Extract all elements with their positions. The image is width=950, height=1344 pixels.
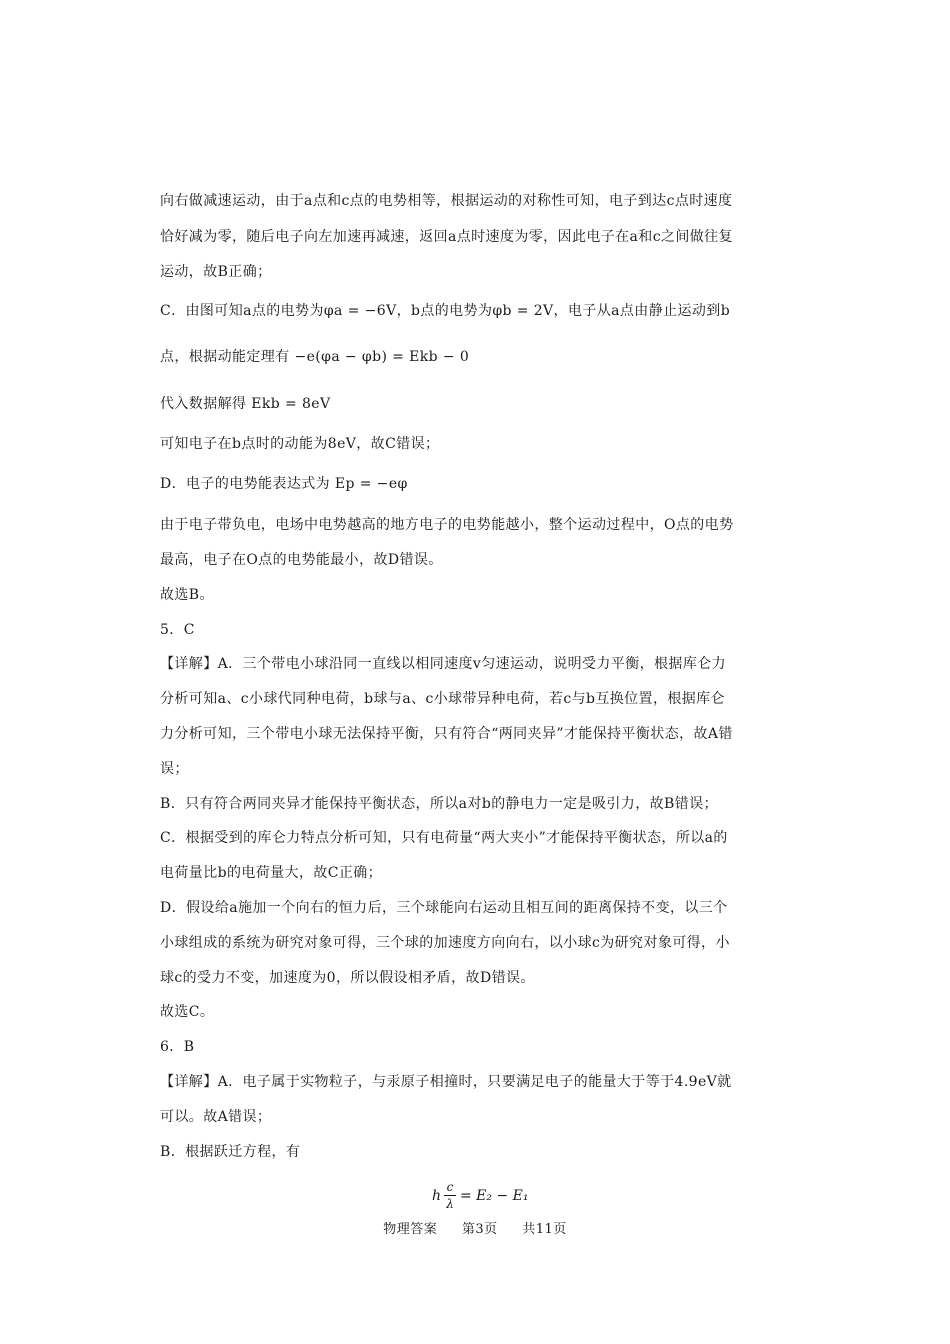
transition-formula: [432, 1180, 552, 1216]
text-line: 代入数据解得 Ekb = 8eV: [160, 396, 331, 412]
footer-subject: 物理答案: [383, 1222, 438, 1237]
text-line: 运动，故B正确；: [160, 264, 272, 280]
formula-h: h: [432, 1188, 442, 1204]
text-line: 恰好减为零，随后电子向左加速再减速，返回a点时速度为零，因此电子在a和c之间做往复: [160, 229, 733, 245]
text-line: 故选C。: [160, 1004, 215, 1020]
text-line: 误；: [160, 761, 189, 777]
text-line: 分析可知a、c小球代同种电荷，b球与a、c小球带异种电荷，若c与b互换位置，根据库仑: [160, 691, 725, 707]
text-line: 5．C: [160, 622, 195, 638]
text-line: 可知电子在b点时的动能为8eV，故C错误；: [160, 436, 440, 452]
footer-page-number: 第3页: [461, 1222, 498, 1237]
text-line: 球c的受力不变，加速度为0，所以假设相矛盾，故D错误。: [160, 970, 535, 986]
text-line: 力分析可知，三个带电小球无法保持平衡，只有符合“两同夹异”才能保持平衡状态，故A错: [160, 726, 733, 742]
text-line: 【详解】A．三个带电小球沿同一直线以相同速度v匀速运动，说明受力平衡，根据库仑力: [160, 656, 727, 672]
text-line: 可以。故A错误；: [160, 1109, 272, 1125]
text-line: D．假设给a施加一个向右的恒力后，三个球能向右运动且相互间的距离保持不变，以三个: [160, 900, 728, 916]
text-line: 小球组成的系统为研究对象可得，三个球的加速度方向向右，以小球c为研究对象可得，小: [160, 935, 730, 951]
text-line: 【详解】A．电子属于实物粒子，与汞原子相撞时，只要满足电子的能量大于等于4.9eV就: [160, 1074, 732, 1090]
text-line: B．根据跃迁方程，有: [160, 1144, 301, 1160]
text-line: 电荷量比b的电荷量大，故C正确；: [160, 865, 383, 881]
text-line: 最高，电子在O点的电势能最小，故D错误。: [160, 552, 443, 568]
text-line: 6．B: [160, 1039, 195, 1055]
formula-numerator: c: [446, 1180, 454, 1194]
footer-page-total: 共11页: [522, 1222, 567, 1237]
text-line: C．由图可知a点的电势为φa = −6V，b点的电势为φb = 2V，电子从a点由静止运动到b: [160, 303, 731, 319]
text-line: C．根据受到的库仑力特点分析可知，只有电荷量“两大夹小”才能保持平衡状态，所以a的: [160, 830, 728, 846]
text-line: 由于电子带负电，电场中电势越高的地方电子的电势能越小，整个运动过程中，O点的电势: [160, 517, 734, 533]
formula-fraction: [444, 1180, 456, 1211]
text-line: 故选B。: [160, 587, 214, 603]
fraction-bar: [444, 1195, 456, 1196]
page-footer: [0, 1221, 950, 1239]
text-line: D．电子的电势能表达式为 Ep = −eφ: [160, 476, 408, 492]
formula-denominator: λ: [446, 1197, 454, 1211]
text-line: 向右做减速运动，由于a点和c点的电势相等，根据运动的对称性可知，电子到达c点时速度: [160, 193, 733, 209]
text-line: B．只有符合两同夹异才能保持平衡状态，所以a对b的静电力一定是吸引力，故B错误；: [160, 796, 718, 812]
text-line: 点，根据动能定理有 −e(φa − φb) = Ekb − 0: [160, 349, 470, 365]
formula-rhs: = E₂ − E₁: [460, 1188, 529, 1204]
